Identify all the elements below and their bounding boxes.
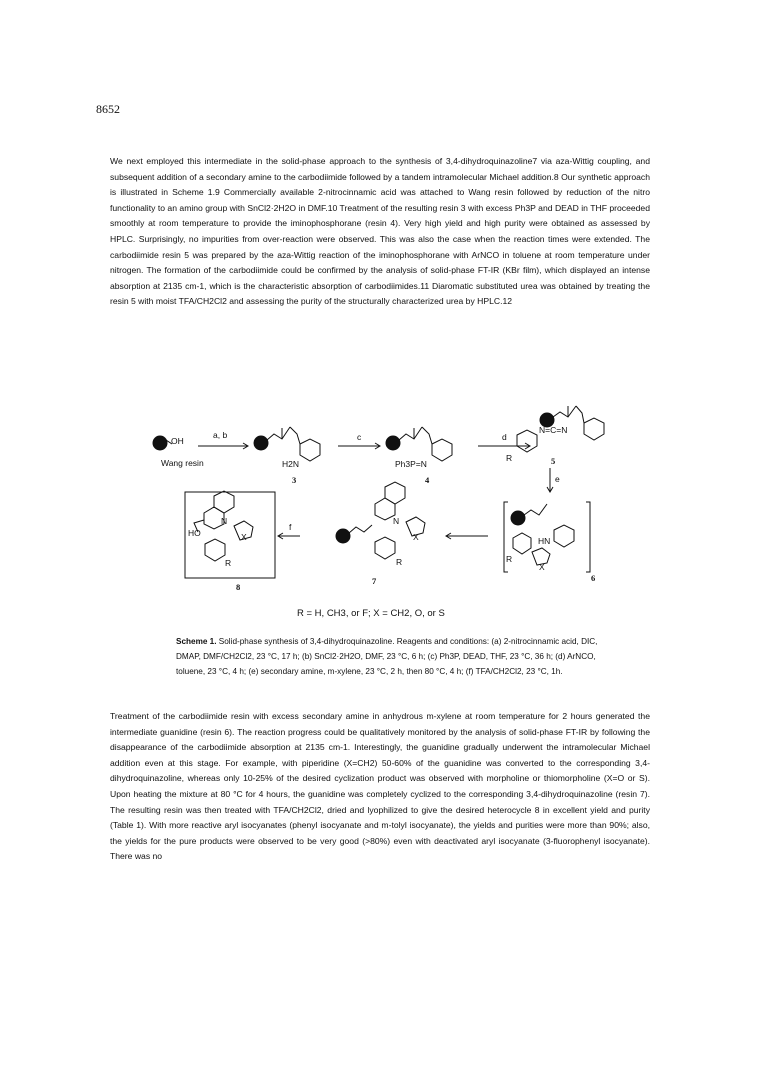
bracket-6-right xyxy=(586,502,590,572)
h2n-label: H2N xyxy=(282,459,300,469)
r-label-6: R xyxy=(506,554,513,564)
n-label-8: N xyxy=(221,516,228,526)
resin-bead-6 xyxy=(511,511,525,525)
compound-7-number: 7 xyxy=(372,576,377,586)
ester-chain-7 xyxy=(349,525,372,533)
scheme-caption xyxy=(176,634,616,679)
benzene-6b xyxy=(513,533,531,554)
r-label-8: R xyxy=(225,558,232,568)
page-number: 8652 xyxy=(96,102,120,116)
benzene-6a xyxy=(554,525,574,547)
ph3pn-label: Ph3P=N xyxy=(395,459,427,469)
benzene-8a xyxy=(214,491,234,513)
hn-label-6: HN xyxy=(538,536,551,546)
alkene-5 xyxy=(576,406,584,423)
arrow-d-label: d xyxy=(502,432,507,442)
arrow-ab-label: a, b xyxy=(213,430,228,440)
compound-4-number: 4 xyxy=(425,475,430,485)
benzene-8b xyxy=(205,539,225,561)
oh-label: OH xyxy=(171,436,184,446)
r5-label: R xyxy=(506,453,513,463)
ester-chain-4 xyxy=(399,427,422,440)
body-paragraph-1: We next employed this intermediate in the solid-phase approach to the synthesis of 3,4-dihydroquinazoline7 via aza-Wittig coupling, and subsequent addition of a secondary amine to the carbodiimide followed by a tandem intramolecular Michael addition.8 Our synthetic approach is illustrated in Scheme 1.9 Commercially available 2-nitrocinnamic acid was attached to Wang resin followed by reduction of the nitro functionality to an amino group with SnCl2·2H2O in DMF.10 Treatment of the resulting resin 3 with excess Ph3P and DEAD in THF proceeded smoothly at room temperature to provide the iminophosphorane (resin 4). Very high yield and high purity were obtained as assessed by HPLC. Surprisingly, no impurities from over-reaction were observed. This was also the case when the reaction times were extended. The carbodiimide resin 5 was prepared by the aza-Wittig reaction of the iminophosphorane with ArNCO in toluene at room temperature under nitrogen. The formation of the carbodiimide could be confirmed by the analysis of solid-phase FT-IR (KBr film), which displayed an intense absorption at 2135 cm-1, which is the characteristic absorption of carbodiimides.11 Diaromatic substituted urea was obtained by treating the resin 5 with moist TFA/CH2Cl2 and assessing the purity of the structurally characterized urea by HPLC.12 xyxy=(110,156,650,307)
benzene-5a xyxy=(584,418,604,440)
alkene-4 xyxy=(422,427,432,444)
benzene-3 xyxy=(300,439,320,461)
caption-text: Solid-phase synthesis of 3,4-dihydroquinazoline. Reagents and conditions: (a) 2-nitrocinnamic acid, DIC, DMAP, DMF/CH2Cl2, 23 °C, 17 h; (b) SnCl2·2H2O, DMF, 23 °C, 6 h; (c) Ph3P, DEAD, THF, 23 °C, 36 h; (d) ArNCO, toluene, 23 °C, 4 h; (e) secondary amine, m-xylene, 23 °C, 2 h, then 80 °C, 4 h; (f) TFA/CH2Cl2, 23 °C, 1h. xyxy=(176,637,598,676)
x-label-8: X xyxy=(241,532,247,542)
benzene-7b xyxy=(375,537,395,559)
nccn-label: N=C=N xyxy=(539,425,568,435)
alkene-3 xyxy=(290,427,300,444)
resin-bead-3 xyxy=(254,436,268,450)
ho-label: HO xyxy=(188,528,201,538)
arrow-f-label: f xyxy=(289,522,292,532)
x-label-7: X xyxy=(413,532,419,542)
wang-resin-label: Wang resin xyxy=(161,458,204,468)
ester-chain-3 xyxy=(267,427,290,440)
compound-6-number: 6 xyxy=(591,573,596,583)
resin-bead-1 xyxy=(153,436,167,450)
benzene-5b xyxy=(517,430,537,452)
compound-5-number: 5 xyxy=(551,456,556,466)
ring-7-quin xyxy=(375,498,395,520)
arrow-c-label: c xyxy=(357,432,362,442)
scheme-1-figure xyxy=(150,392,610,602)
caption-title: Scheme 1. xyxy=(176,637,217,646)
ester-chain-5 xyxy=(553,406,576,417)
r-x-definition: R = H, CH3, or F; X = CH2, O, or S xyxy=(297,608,445,619)
compound-3-number: 3 xyxy=(292,475,297,485)
benzene-4 xyxy=(432,439,452,461)
benzene-7a xyxy=(385,482,405,504)
x-label-6: X xyxy=(539,562,545,572)
resin-bead-7 xyxy=(336,529,350,543)
r-label-7: R xyxy=(396,557,403,567)
compound-8-number: 8 xyxy=(236,582,241,592)
arrow-e-label: e xyxy=(555,474,560,484)
n-label-7: N xyxy=(393,516,400,526)
body-paragraph-2: Treatment of the carbodiimide resin with excess secondary amine in anhydrous m-xylene at room temperature for 2 hours generated the intermediate guanidine (resin 6). The reaction progress could be qualitatively monitored by the analysis of solid-phase FT-IR by following the disappearance of the carbodiimide absorption at 2135 cm-1. Interestingly, the guanidine gradually underwent the intramolecular Michael addition even at this stage. For example, with piperidine (X=CH2) 50-60% of the guanidine was converted to the corresponding 3,4-dihydroquinazoline, whereas only 10-25% of the desired cyclization product was observed with morpholine or thiomorpholine (X=O or S). Upon heating the mixture at 80 °C for 4 hours, the guanidine was completely cyclized to the corresponding 3,4-dihydroquinazoline (resin 7). The resulting resin was then treated with TFA/CH2Cl2, dried and lyophilized to give the desired heterocycle 8 in excellent yield and purity (Table 1). With more reactive aryl isocyanates (phenyl isocyanate and m-tolyl isocyanate), the yields and purities were more than 90%; also, the yields for the pure products were observed to be very good (>80%) even with deactivated aryl isocyanate (3-fluorophenyl isocyanate). There was no xyxy=(110,711,650,862)
resin-bead-4 xyxy=(386,436,400,450)
ester-chain-6 xyxy=(524,504,547,515)
